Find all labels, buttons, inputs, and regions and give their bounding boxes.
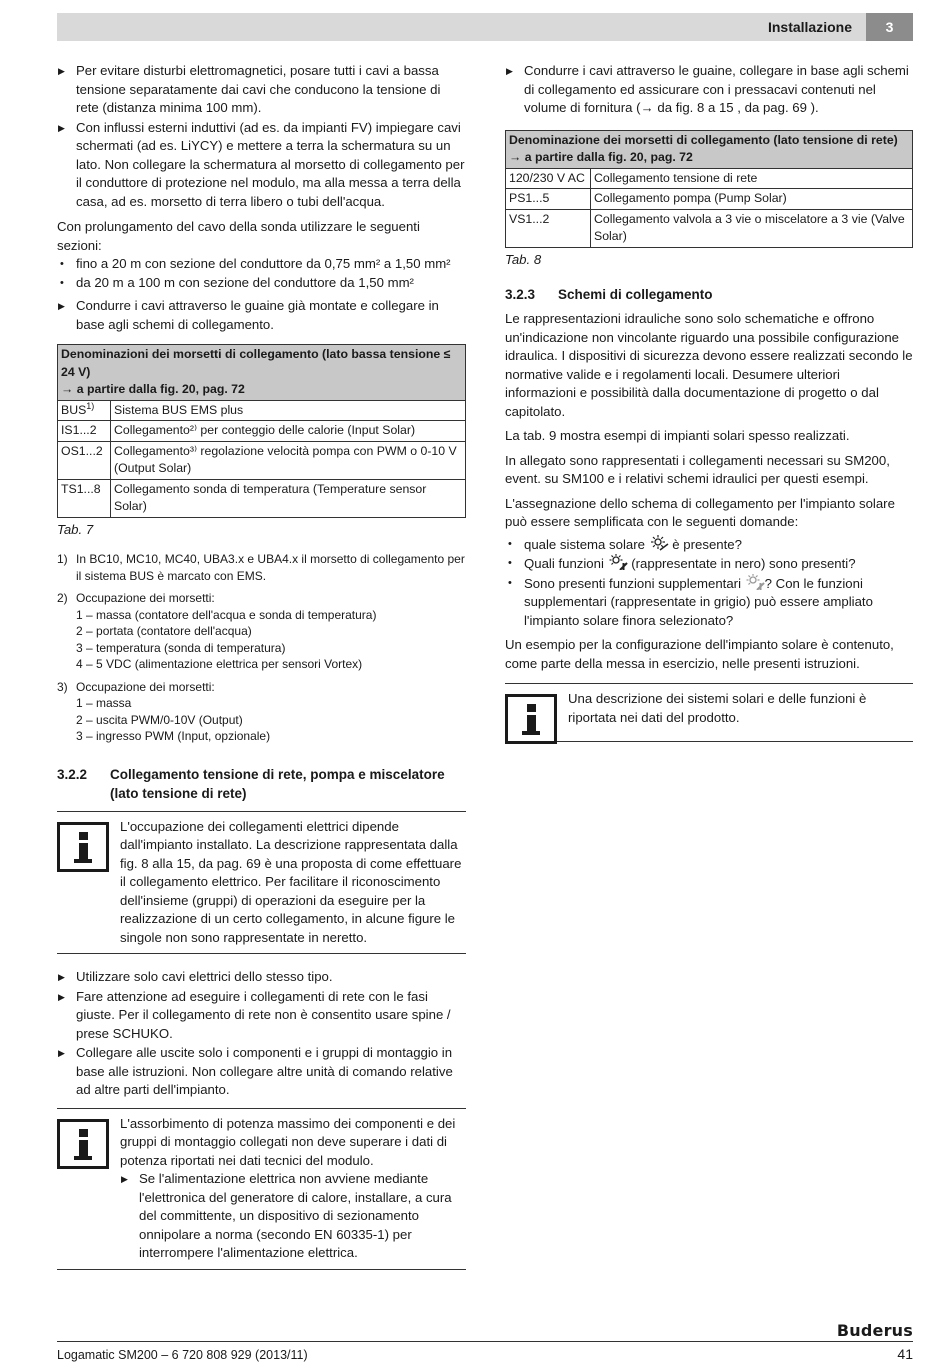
paragraph: Un esempio per la configurazione dell'impianto solare è contenuto, come parte della messa in esercizio, nelle presenti istruzioni. xyxy=(505,637,894,671)
section-heading: 3.2.3 Schemi di collegamento xyxy=(505,287,713,302)
list-item: • quale sistema solare è presente? xyxy=(505,535,913,555)
table-caption: Tab. 8 xyxy=(505,251,542,267)
document-reference: Logamatic SM200 – 6 720 808 929 (2013/11) xyxy=(57,1348,308,1362)
left-column xyxy=(57,62,466,1284)
info-icon xyxy=(57,822,109,872)
instruction-item: ▶ Utilizzare solo cavi elettrici dello stesso tipo. xyxy=(57,968,466,987)
footnote: 2) Occupazione dei morsetti: 1 – massa (contatore dell'acqua e sonda di temperatura) 2 – portata (contatore dell'acqua) 3 – temperatura (sonda di temperatura) 4 – 5 VDC (alimentazione elettrica per sensori Vortex) xyxy=(57,591,377,671)
instruction-item: ▶ Condurre i cavi attraverso le guaine, collegare in base agli schemi di collegamento ed assicurare con i pressacavi contenuti nel volume di fornitura (→ da fig. 8 a 15 , da pag. 69 ). xyxy=(505,62,913,118)
footnote: 1) In BC10, MC10, MC40, UBA3.x e UBA4.x il morsetto di collegamento per il sistema BUS è marcato con EMS. xyxy=(57,552,465,583)
info-box: L'assorbimento di potenza massimo dei componenti e dei gruppi di montaggio collegati non deve superare i dati di potenza riportati nei dati tecnici del modulo. ▶ Se l'alimentazione elettrica non avviene mediante l'elettronica del generatore di calore, installare, a cura del committente, un dispositivo di sezionamento onnipolare a norma (secondo EN 60335-1) per interrompere l'alimentazione elettrica. xyxy=(57,1108,466,1270)
table-caption: Tab. 7 xyxy=(57,521,94,537)
section-title: Installazione xyxy=(767,19,852,35)
paragraph: La tab. 9 mostra esempi di impianti solari spesso realizzati. xyxy=(505,428,850,443)
additional-function-icon xyxy=(745,574,765,590)
paragraph: Le rappresentazioni idrauliche sono solo schematiche e offrono un'indicazione non vincolante riguardo una possibile configurazione idraulica. I dispositivi di sicurezza devono essere realizzati secondo le normative valide e i regolamenti locali. Desumere ulteriori informazioni e possibilità dalla documentazione di progetto o dal capitolato. xyxy=(505,311,913,419)
brand-logo: Buderus xyxy=(836,1321,913,1340)
table-row: 120/230 V AC Collegamento tensione di rete xyxy=(506,168,913,189)
info-icon xyxy=(57,1119,109,1169)
footer-divider xyxy=(57,1341,913,1342)
paragraph: In allegato sono rappresentati i collegamenti necessari su SM200, event. su SM100 e i relativi schemi idraulici per questi esempi. xyxy=(505,452,890,486)
table-row: TS1...8 Collegamento sonda di temperatura (Temperature sensor Solar) xyxy=(58,479,466,517)
footnote: 3) Occupazione dei morsetti: 1 – massa 2 – uscita PWM/0-10V (Output) 3 – ingresso PWM (Input, opzionale) xyxy=(57,679,271,743)
right-column xyxy=(505,62,913,756)
chapter-number: 3 xyxy=(866,13,913,41)
paragraph: L'assegnazione dello schema di collegamento per l'impianto solare può essere semplificata con le seguenti domande: xyxy=(505,495,895,529)
list-item: • da 20 m a 100 m con sezione del conduttore da 1,50 mm² xyxy=(57,274,466,293)
list-item: • Sono presenti funzioni supplementari ? Con le funzioni supplementari (rappresentate in grigio) può essere ampliato l'impianto solare finora selezionato? xyxy=(505,574,913,631)
table-header: Denominazione dei morsetti di collegamento (lato tensione di rete) → a partire dalla fig. 20, pag. 72 xyxy=(506,130,913,168)
table-row: OS1...2 Collegamento³⁾ regolazione velocità pompa con PWM o 0-10 V (Output Solar) xyxy=(58,441,466,479)
instruction-item: ▶ Con influssi esterni induttivi (ad es. da impianti FV) impiegare cavi schermati (ad es. LiYCY) e mettere a terra la schermatura su un lato. Non collegare la schermatura al morsetto di collegamento per il conduttore di protezione nel modulo, ma alla messa a terra della casa, ad es. morsetto di terra libero o tubi dell'acqua. xyxy=(57,119,466,212)
solar-system-icon xyxy=(649,535,669,551)
section-heading: 3.2.2 Collegamento tensione di rete, pompa e miscelatore (lato tensione di rete) xyxy=(57,766,445,801)
table-row: IS1...2 Collegamento²⁾ per conteggio delle calorie (Input Solar) xyxy=(58,421,466,442)
table-row: PS1...5 Collegamento pompa (Pump Solar) xyxy=(506,189,913,210)
info-icon xyxy=(505,694,557,744)
info-box: L'occupazione dei collegamenti elettrici dipende dall'impianto installato. La descrizione rappresentata dalla fig. 8 alla 15, da pag. 69 è una proposta di come effettuare il collegamento elettrico. Per facilitare il riconoscimento dell'insieme (gruppi) di operazioni da eseguire per la realizzazione di un certo collegamento, in alcune figure le singole non sono rappresentate in neretto. xyxy=(57,811,466,955)
header-bar xyxy=(57,13,913,41)
paragraph: Con prolungamento del cavo della sonda utilizzare le seguenti sezioni: xyxy=(57,219,420,253)
table-row: BUS$^{1)}$ Sistema BUS EMS plus xyxy=(58,400,466,421)
instruction-item: ▶ Per evitare disturbi elettromagnetici, posare tutti i cavi a bassa tensione separatamente dai cavi che conducono la tensione di rete (distanza minima 100 mm). xyxy=(57,62,466,118)
terminal-table-8 xyxy=(505,130,913,248)
info-box: Una descrizione dei sistemi solari e delle funzioni è riportata nei dati del prodotto. xyxy=(505,683,913,742)
page-number: 41 xyxy=(897,1346,913,1362)
list-item: • Quali funzioni (rappresentate in nero) sono presenti? xyxy=(505,554,913,574)
terminal-table-7 xyxy=(57,344,466,518)
instruction-item: ▶ Fare attenzione ad eseguire i collegamenti di rete con le fasi giuste. Per il collegamento di rete non è consentito usare spine / prese SCHUKO. xyxy=(57,988,466,1044)
instruction-item: ▶ Condurre i cavi attraverso le guaine già montate e collegare in base agli schemi di collegamento. xyxy=(57,297,466,334)
table-row: VS1...2 Collegamento valvola a 3 vie o miscelatore a 3 vie (Valve Solar) xyxy=(506,209,913,247)
table-header: Denominazioni dei morsetti di collegamento (lato bassa tensione ≤ 24 V) → a partire dalla fig. 20, pag. 72 xyxy=(58,345,466,401)
list-item: • fino a 20 m con sezione del conduttore da 0,75 mm² a 1,50 mm² xyxy=(57,255,466,274)
solar-function-icon xyxy=(608,554,628,570)
instruction-item: ▶ Collegare alle uscite solo i componenti e i gruppi di montaggio in base alle istruzioni. Non collegare altre unità di comando relative ad altre parti dell'impianto. xyxy=(57,1044,466,1100)
